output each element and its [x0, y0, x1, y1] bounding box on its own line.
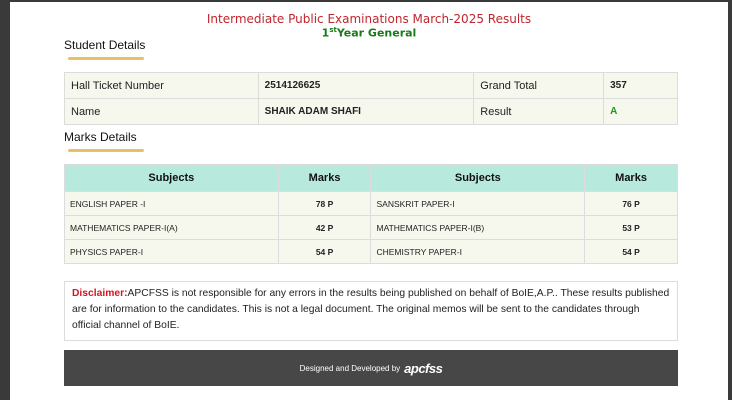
table-row: [65, 99, 678, 125]
marks-header-row: [65, 165, 678, 192]
name-label: Name: [65, 99, 259, 125]
subject-cell: CHEMISTRY PAPER-I: [371, 240, 585, 264]
name-value: SHAIK ADAM SHAFI: [258, 99, 474, 125]
student-details-table: [64, 72, 678, 125]
marks-cell: 42 P: [278, 216, 371, 240]
subject-cell: MATHEMATICS PAPER-I(A): [65, 216, 279, 240]
marks-header: Marks: [585, 165, 678, 192]
results-page: [10, 2, 728, 400]
subject-cell: PHYSICS PAPER-I: [65, 240, 279, 264]
subject-cell: ENGLISH PAPER -I: [65, 192, 279, 216]
marks-heading-underline: [68, 149, 144, 152]
table-row: [65, 73, 678, 99]
subjects-header: Subjects: [371, 165, 585, 192]
marks-cell: 76 P: [585, 192, 678, 216]
marks-cell: 53 P: [585, 216, 678, 240]
subject-cell: SANSKRIT PAPER-I: [371, 192, 585, 216]
grand-total-label: Grand Total: [474, 73, 604, 99]
apcfss-logo: apcfss: [404, 360, 443, 376]
year-suffix: st: [329, 26, 337, 34]
grand-total-value: 357: [604, 73, 678, 99]
footer-text: Designed and Developed by: [299, 363, 401, 373]
disclaimer-label: Disclaimer:: [72, 288, 128, 299]
marks-details-heading: Marks Details: [64, 130, 137, 144]
marks-cell: 78 P: [278, 192, 371, 216]
student-heading-underline: [68, 57, 144, 60]
subtitle-text: Year General: [336, 26, 417, 40]
disclaimer-text: APCFSS is not responsible for any errors in the results being published on behalf of BoIE,A.P.. These results published are for information to the candidates. This is not a legal document. The original memos will be sent to the candidates through official channel of BoIE.: [72, 288, 670, 331]
year-number: 1: [321, 26, 330, 40]
table-row: [65, 216, 678, 240]
subjects-header: Subjects: [65, 165, 279, 192]
page-title: Intermediate Public Examinations March-2025 Results: [206, 12, 532, 26]
hall-ticket-label: Hall Ticket Number: [65, 73, 259, 99]
marks-table: [64, 164, 678, 264]
hall-ticket-value: 2514126625: [258, 73, 474, 99]
footer: [64, 350, 678, 386]
result-value: A: [604, 99, 678, 125]
result-label: Result: [474, 99, 604, 125]
marks-cell: 54 P: [278, 240, 371, 264]
table-row: [65, 192, 678, 216]
marks-header: Marks: [278, 165, 371, 192]
student-details-heading: Student Details: [64, 38, 146, 52]
subject-cell: MATHEMATICS PAPER-I(B): [371, 216, 585, 240]
disclaimer-box: [64, 281, 678, 341]
marks-cell: 54 P: [585, 240, 678, 264]
table-row: [65, 240, 678, 264]
